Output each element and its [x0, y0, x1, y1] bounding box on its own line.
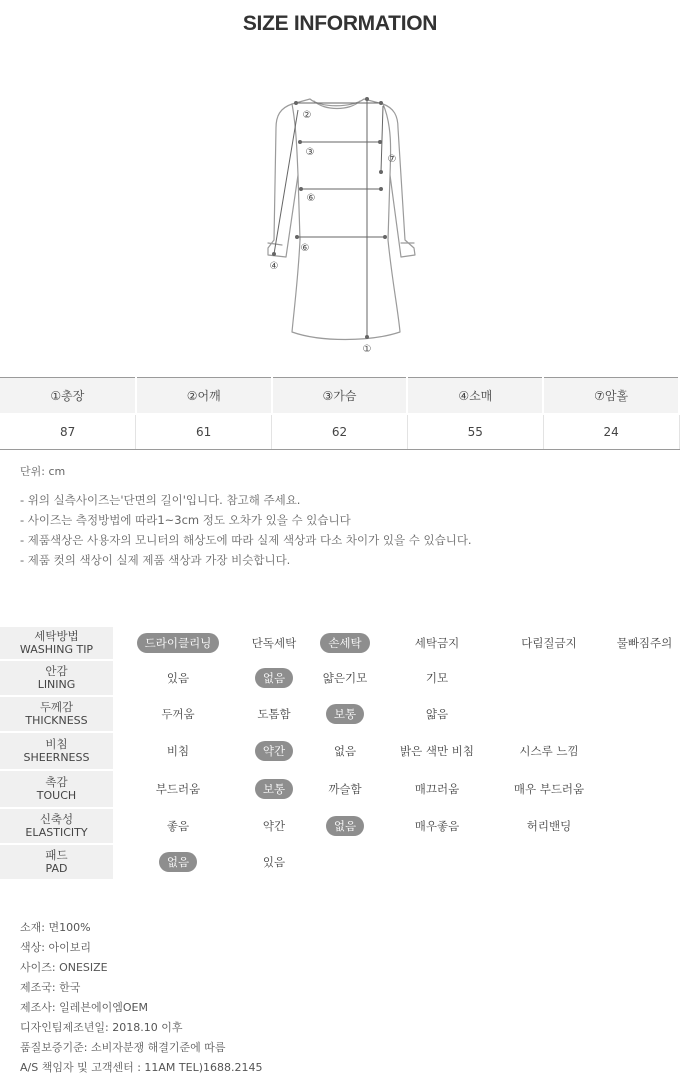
size-value-cell: 62: [272, 414, 408, 450]
care-label-ko: 촉감: [45, 775, 68, 789]
care-option-cell: [113, 697, 243, 731]
care-option-cell: [489, 661, 609, 695]
care-row: [0, 697, 680, 731]
care-option: 있음: [166, 671, 190, 685]
care-row: [0, 845, 680, 879]
care-row-label: [0, 697, 113, 731]
care-option: 까슬함: [328, 782, 362, 796]
care-option-cell: [385, 733, 489, 769]
care-label-ko: 신축성: [39, 812, 74, 826]
note-item: - 위의 실측사이즈는'단면의 길이'입니다. 참고해 주세요.: [20, 493, 301, 507]
care-row-label: [0, 661, 113, 695]
size-value-cell: 61: [136, 414, 272, 450]
care-option: 매우 부드러움: [513, 782, 585, 796]
care-option-cell: [609, 627, 680, 659]
care-option-selected: 약간: [255, 741, 293, 761]
care-option: 약간: [262, 819, 286, 833]
size-header-cell: ⑦암홀: [543, 378, 679, 414]
care-row: [0, 627, 680, 659]
care-option-selected: 보통: [326, 704, 364, 724]
care-label-en: LINING: [37, 678, 76, 691]
care-option-selected: 보통: [255, 779, 293, 799]
marker-armhole: ⑦: [387, 154, 397, 165]
care-label-en: SHEERNESS: [23, 751, 90, 764]
care-option-cell: [113, 661, 243, 695]
care-row-label: [0, 809, 113, 843]
marker-hip: ⑥: [300, 243, 310, 254]
care-option: 비침: [166, 744, 190, 758]
info-size: 사이즈: ONESIZE: [20, 961, 108, 974]
care-option-cell: [489, 627, 609, 659]
care-option: 매우좋음: [414, 819, 460, 833]
info-warranty: 품질보증기준: 소비자분쟁 해결기준에 따름: [20, 1041, 226, 1054]
care-option-cell: [489, 733, 609, 769]
size-header-row: [0, 378, 679, 414]
care-option-selected: 없음: [159, 852, 197, 872]
care-option: 매끄러움: [414, 782, 460, 796]
care-option-cell: [609, 845, 680, 879]
care-option-selected: 드라이클리닝: [137, 633, 220, 653]
care-label-ko: 두께감: [39, 700, 74, 714]
care-label-en: WASHING TIP: [19, 643, 94, 656]
care-option-cell: [113, 627, 243, 659]
size-value-cell: 24: [543, 414, 679, 450]
care-label-ko: 패드: [45, 848, 68, 862]
care-row-label: [0, 733, 113, 769]
info-manufacturer: 제조사: 일레븐에이엠OEM: [20, 1001, 148, 1014]
care-option: 얇음: [425, 707, 449, 721]
care-row-label: [0, 771, 113, 807]
product-info: [20, 918, 263, 1078]
care-label-en: ELASTICITY: [25, 826, 88, 839]
size-value-row: [0, 414, 679, 450]
care-option: 세탁금지: [414, 636, 460, 650]
care-label-en: THICKNESS: [25, 714, 88, 727]
care-option-cell: [609, 733, 680, 769]
care-option-cell: [243, 661, 305, 695]
care-row: [0, 733, 680, 769]
size-header-cell: ④소매: [407, 378, 543, 414]
note-item: - 제품 컷의 색상이 실제 제품 색상과 가장 비슷합니다.: [20, 553, 291, 567]
care-row: [0, 661, 680, 695]
marker-length: ①: [362, 344, 372, 355]
care-option-cell: [243, 809, 305, 843]
care-option-cell: [243, 627, 305, 659]
care-option-cell: [113, 771, 243, 807]
care-option-cell: [385, 627, 489, 659]
size-header-cell: ②어깨: [136, 378, 272, 414]
care-option-cell: [305, 697, 385, 731]
care-option: 얇은기모: [322, 671, 368, 685]
care-option: 두꺼움: [161, 707, 195, 721]
size-header-cell: ①총장: [0, 378, 136, 414]
care-option-cell: [489, 809, 609, 843]
care-option-cell: [113, 809, 243, 843]
care-row-label: [0, 627, 113, 659]
size-table: [0, 377, 680, 450]
care-label-en: PAD: [45, 862, 68, 875]
care-row: [0, 771, 680, 807]
care-option-cell: [243, 771, 305, 807]
care-option-cell: [305, 627, 385, 659]
size-value-cell: 55: [407, 414, 543, 450]
care-label-en: TOUCH: [36, 789, 77, 802]
care-option: 기모: [425, 671, 449, 685]
care-row-label: [0, 845, 113, 879]
care-option-selected: 없음: [255, 668, 293, 688]
care-option-cell: [385, 661, 489, 695]
page-title: SIZE INFORMATION: [242, 12, 438, 35]
care-option: 좋음: [166, 819, 190, 833]
care-option-selected: 손세탁: [320, 633, 369, 653]
care-option-cell: [243, 697, 305, 731]
info-manufacture-date: 디자인팀제조년일: 2018.10 이후: [20, 1021, 183, 1034]
care-option-cell: [243, 733, 305, 769]
care-option: 허리밴딩: [526, 819, 572, 833]
care-option-cell: [385, 697, 489, 731]
garment-diagram: [0, 80, 680, 370]
care-option: 단독세탁: [251, 636, 297, 650]
marker-sleeve: ④: [269, 261, 279, 272]
care-option-cell: [609, 697, 680, 731]
care-option: 있음: [262, 855, 286, 869]
care-label-ko: 안감: [45, 664, 68, 678]
care-option-cell: [113, 845, 243, 879]
info-country: 제조국: 한국: [20, 981, 81, 994]
care-option-cell: [305, 809, 385, 843]
note-item: - 사이즈는 측정방법에 따라1~3cm 정도 오차가 있을 수 있습니다: [20, 513, 351, 527]
unit-label: 단위: cm: [20, 465, 66, 478]
care-option: 다림질금지: [521, 636, 577, 650]
care-option-cell: [385, 845, 489, 879]
care-option-cell: [305, 733, 385, 769]
care-option: 부드러움: [155, 782, 201, 796]
info-material: 소재: 면100%: [20, 921, 91, 934]
care-option-cell: [385, 809, 489, 843]
care-option-cell: [385, 771, 489, 807]
marker-waist: ⑥: [306, 193, 316, 204]
care-option-cell: [113, 733, 243, 769]
marker-chest: ③: [305, 147, 315, 158]
care-option-cell: [243, 845, 305, 879]
care-option: 밝은 색만 비침: [400, 744, 474, 758]
care-table: [0, 625, 680, 881]
care-option-cell: [305, 845, 385, 879]
care-label-ko: 세탁방법: [34, 629, 79, 643]
care-option-cell: [305, 771, 385, 807]
size-header-cell: ③가슴: [272, 378, 408, 414]
care-option-cell: [609, 661, 680, 695]
care-option: 물빠짐주의: [616, 636, 673, 650]
care-option-cell: [609, 809, 680, 843]
care-option-cell: [489, 697, 609, 731]
care-option-cell: [609, 771, 680, 807]
care-row: [0, 809, 680, 843]
care-option-cell: [489, 845, 609, 879]
care-option: 없음: [333, 744, 357, 758]
note-item: - 제품색상은 사용자의 모니터의 해상도에 따라 실제 색상과 다소 차이가 있을 수 있습니다.: [20, 533, 472, 547]
care-label-ko: 비침: [45, 737, 68, 751]
marker-shoulder: ②: [302, 110, 312, 121]
info-customer-center: A/S 책임자 및 고객센터 : 11AM TEL)1688.2145: [20, 1061, 263, 1074]
dress-outline: [268, 99, 415, 340]
care-option: 시스루 느낌: [519, 744, 579, 758]
size-value-cell: 87: [0, 414, 136, 450]
care-option: 도톰함: [257, 707, 291, 721]
care-option-cell: [305, 661, 385, 695]
care-option-cell: [489, 771, 609, 807]
size-notes: [20, 490, 472, 570]
info-color: 색상: 아이보리: [20, 941, 91, 954]
care-option-selected: 없음: [326, 816, 364, 836]
